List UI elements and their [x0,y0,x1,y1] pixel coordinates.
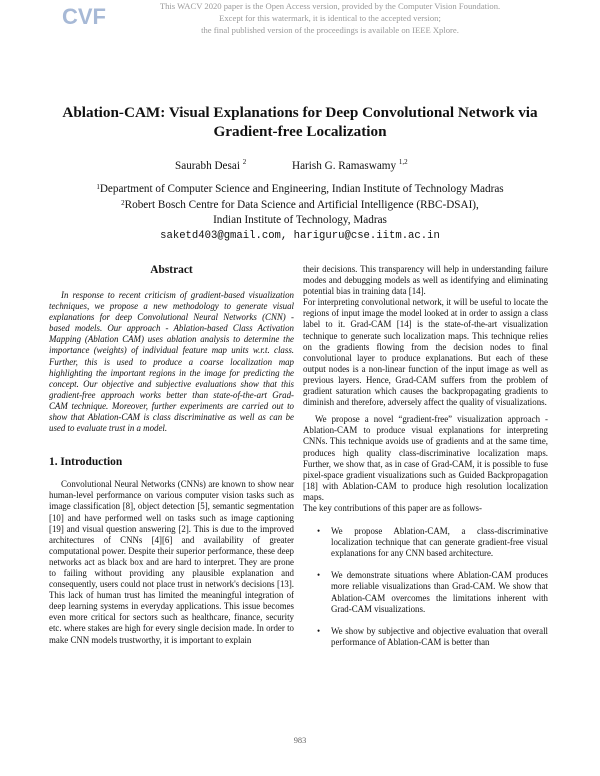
cvf-logo-text: CVF [62,4,106,28]
watermark-line-3: the final published version of the proceedings is available on IEEE Xplore. [201,25,459,35]
body-paragraph-3: We propose a novel “gradient-free” visualization approach - Ablation-CAM to produce visual explanations for interpreting CNNs. This technique avoids use of gradients and at the same time, produces high quality class-discriminative localization maps. Further, we show that, as in case of Grad-CAM, it is possible to fuse pixel-space gradient visualizations such as Guided Backpropagation [18] with Ablation-CAM to produce high resolution localization maps. [303,414,548,502]
contributions-list [303,526,548,648]
affiliations [40,182,560,244]
affiliation-3: Indian Institute of Technology, Madras [213,214,387,226]
watermark-notice [120,0,540,36]
right-column [303,264,548,648]
author-1: Saurabh Desai $^2$ [175,158,247,172]
bullet-icon: • [317,625,321,636]
title-line-1: Ablation-CAM: Visual Explanations for Deep Convolutional Network via [62,104,538,121]
left-column [49,264,294,646]
watermark-line-2: Except for this watermark, it is identical to the accepted version; [219,13,441,23]
paper-title [40,103,560,141]
introduction-heading: 1. Introduction [49,456,123,469]
bullet-icon: • [317,526,321,537]
body-paragraph-1: their decisions. This transparency will help in understanding failure modes and debugging models as well as identifying and eliminating potential bias in training data [14]. [303,264,548,297]
abstract-heading: Abstract [150,264,193,276]
abstract-text: In response to recent criticism of gradient-based visualization techniques, we propose a new methodology to generate visual explanations for deep Convolutional Neural Networks (CNN) - based models. Our approach - Ablation-based Class Activation Mapping (Ablation CAM) uses ablation analysis to determine the importance (weights) of individual feature map units w.r.t. class. Further, this is used to produce a coarse localization map highlighting the important regions in the image for predicting the concept. Our objective and subjective evaluations show that this gradient-free approach works better than state-of-the-art Grad-CAM technique. Moreover, further experiments are carried out to show that Ablation-CAM is class discriminative as well as can be used to evaluate trust in a model. [49,290,294,434]
watermark-line-1: This WACV 2020 paper is the Open Access version, provided by the Computer Vision Foundation. [159,1,501,11]
contribution-item: • We demonstrate situations where Ablation-CAM produces more reliable visualizations than Grad-CAM. We show that Ablation-CAM overcomes the limitations inherent with Grad-CAM visualizations. [317,570,548,614]
introduction-paragraph-1: Convolutional Neural Networks (CNNs) are known to show near human-level performance on various computer vision tasks such as image classification [8], object detection [5], semantic segmentation [10] and have performed well on tasks such as image captioning [19] and visual question answering [2]. This is due to the improved architectures of CNNs [4][6] and availability of greater computational power. Despite their superior performance, these deep networks act as black box and are hard to interpret. They are prone to failing without providing any plausible explanation and consequently, users could not place trust in network's decisions [13]. This lack of human trust has limited the meaningful integration of deep learning systems in everyday applications. This issue becomes even more critical for sectors such as healthcare, finance, security etc. where stakes are high for every single decision made. In order to make CNN models trustworthy, it is important to explain [49,479,294,645]
body-paragraph-2: For interpreting convolutional network, it will be useful to locate the regions of input image the model looked at in order to assign a class label to it. Grad-CAM [14] is the state-of-the-art visualization technique to generate such localization maps. This technique relies on the gradients flowing from the decision nodes to final convolutional layer to produce explanations. But each of these output nodes is a non-linear function of the input image as well as previous layers. Hence, Grad-CAM suffers from the problem of gradient saturation which causes the backpropagating gradients to diminish and therefore, adversely affect the quality of visualizations. [303,297,548,408]
contribution-item: • We propose Ablation-CAM, a class-discriminative localization technique that can generate gradient-free visual explanations for any CNN based architecture. [317,526,548,559]
contribution-item: • We show by subjective and objective evaluation that overall performance of Ablation-CAM is better than [317,625,548,647]
page-number: 983 [293,736,307,745]
author-2: Harish G. Ramaswamy $^{1,2}$ [292,158,408,172]
title-line-2: Gradient-free Localization [213,123,387,140]
author-emails: saketd403@gmail.com, hariguru@cse.iitm.ac.in [160,229,440,242]
affiliation-2: $^2$Robert Bosch Centre for Data Science and Artificial Intelligence (RBC-DSAI), [121,198,479,211]
cvf-logo [62,4,106,28]
bullet-icon: • [317,570,321,581]
body-paragraph-4: The key contributions of this paper are as follows- [303,502,482,513]
affiliation-1: $^1$Department of Computer Science and Engineering, Indian Institute of Technology Madras [96,183,504,195]
